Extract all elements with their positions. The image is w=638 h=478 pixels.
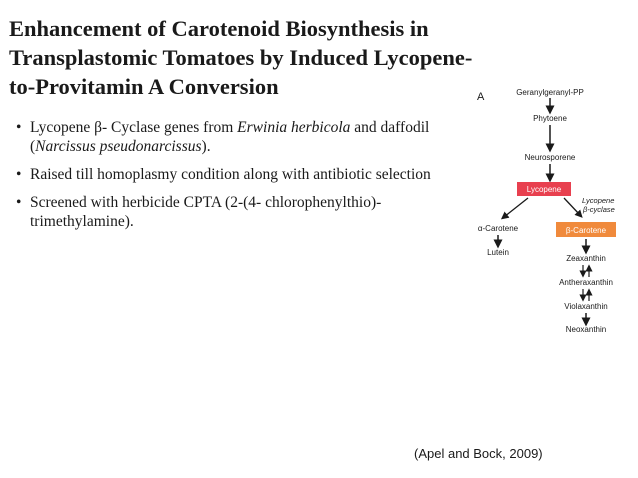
geranylgeranyl-label: Geranylgeranyl-PP xyxy=(516,88,584,97)
zeaxanthin-label: Zeaxanthin xyxy=(566,254,606,263)
neoxanthin-label: Neoxanthin xyxy=(565,325,607,334)
bullet-marker: • xyxy=(16,119,22,136)
bullet-marker: • xyxy=(16,166,22,183)
neurosporene-label: Neurosporene xyxy=(524,153,576,162)
enzyme-label-line2: β-cyclase xyxy=(583,205,615,214)
bullet-text: ). xyxy=(201,138,211,155)
bullet-marker: • xyxy=(16,194,22,211)
title-line-2: Transplastomic Tomatoes by Induced Lycopene- xyxy=(9,45,473,70)
arrow-lycopene-beta xyxy=(564,198,580,215)
beta-carotene-label: β-Carotene xyxy=(565,226,607,235)
antheraxanthin-label: Antheraxanthin xyxy=(559,278,613,287)
alpha-carotene-label: α-Carotene xyxy=(477,224,519,233)
bullet-item xyxy=(16,193,466,231)
bullet-text: Raised till homoplasmy condition along with antibiotic selection xyxy=(30,166,431,183)
arrow-lycopene-alpha xyxy=(504,198,528,217)
bullet-text: Lycopene β- Cyclase genes from xyxy=(30,119,238,136)
enzyme-label-line1: Lycopene xyxy=(582,196,615,205)
lycopene-label: Lycopene xyxy=(526,185,562,194)
bullet-item xyxy=(16,165,466,184)
phytoene-label: Phytoene xyxy=(533,114,567,123)
title-line-1: Enhancement of Carotenoid Biosynthesis in xyxy=(9,16,429,41)
bullet-item xyxy=(16,118,466,156)
bullet-text-italic: Erwinia herbicola xyxy=(237,119,351,136)
lutein-label: Lutein xyxy=(487,248,509,257)
bullet-list xyxy=(16,118,466,240)
bullet-text-italic: Narcissus pseudonarcissus xyxy=(35,138,202,155)
panel-label: A xyxy=(477,91,485,103)
violaxanthin-label: Violaxanthin xyxy=(564,302,608,311)
citation: (Apel and Bock, 2009) xyxy=(414,446,543,461)
title-line-3: to-Provitamin A Conversion xyxy=(9,74,279,99)
carotenoid-pathway-diagram xyxy=(470,84,638,334)
bullet-text: and daffodil ( xyxy=(30,119,430,155)
bullet-text: Screened with herbicide CPTA (2-(4- chlorophenylthio)-trimethylamine). xyxy=(30,194,382,230)
